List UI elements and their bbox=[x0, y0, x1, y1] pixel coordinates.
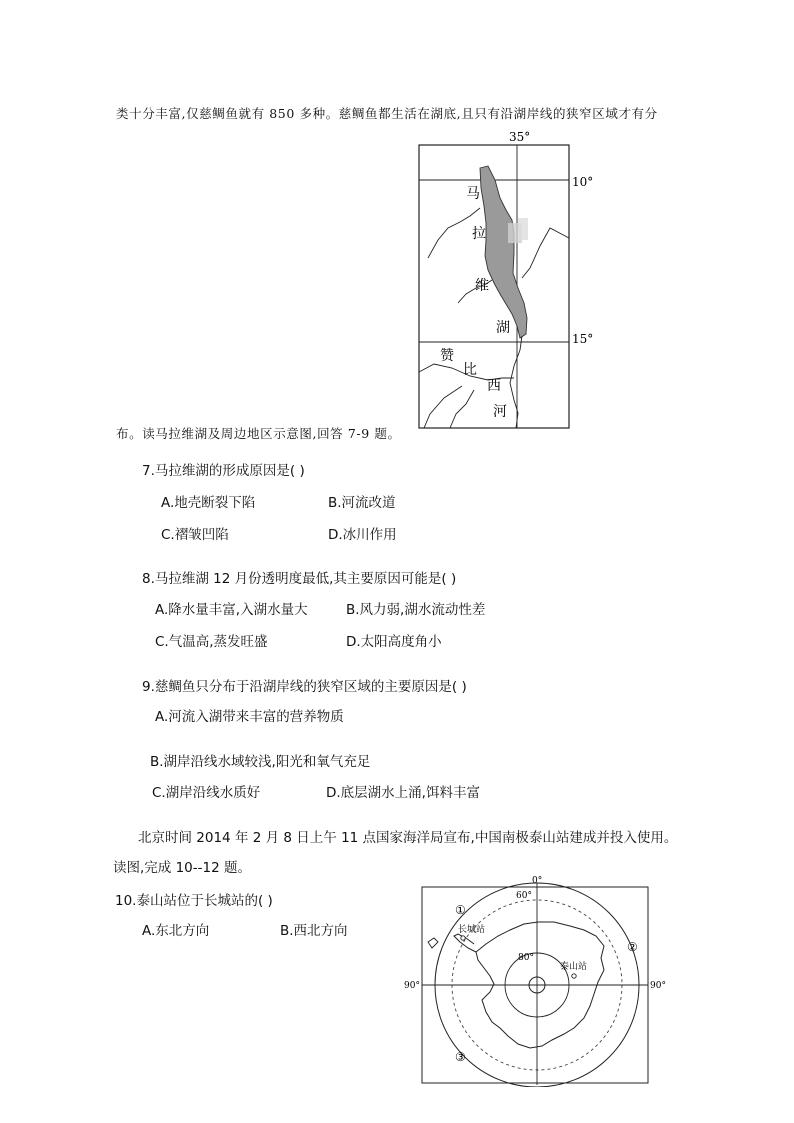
q9-option-d: D.底层湖水上涌,饵料丰富 bbox=[326, 785, 480, 801]
antarctica-map bbox=[398, 872, 673, 1087]
lon-label-0: 0° bbox=[532, 876, 543, 886]
zone-label-3: ③ bbox=[455, 1050, 466, 1064]
q10-stem: 10.泰山站位于长城站的( ) bbox=[115, 893, 273, 909]
lat-label-15: 15° bbox=[572, 332, 594, 346]
context-line-2: 读图,完成 10--12 题。 bbox=[113, 860, 251, 876]
q9-option-a: A.河流入湖带来丰富的营养物质 bbox=[155, 709, 344, 725]
q8-option-a: A.降水量丰富,入湖水量大 bbox=[155, 602, 308, 618]
q10-option-b: B.西北方向 bbox=[280, 923, 348, 939]
q7-option-a: A.地壳断裂下陷 bbox=[161, 495, 256, 511]
context-line-1: 北京时间 2014 年 2 月 8 日上午 11 点国家海洋局宣布,中国南极泰山站建成并投入使用。 bbox=[138, 830, 678, 846]
intro-line-1: 类十分丰富,仅慈鲷鱼就有 850 多种。慈鲷鱼都生活在湖底,且只有沿湖岸线的狭窄区域才有分 bbox=[116, 106, 658, 121]
q10-option-a: A.东北方向 bbox=[142, 923, 210, 939]
river-char-1: 赞 bbox=[440, 348, 454, 364]
lake-char-2: 拉 bbox=[472, 226, 486, 242]
lon-label-90-left: 90° bbox=[404, 981, 420, 991]
river-char-3: 西 bbox=[487, 378, 501, 394]
q8-option-d: D.太阳高度角小 bbox=[346, 634, 442, 650]
q7-option-c: C.褶皱凹陷 bbox=[161, 527, 229, 543]
lake-char-4: 湖 bbox=[496, 320, 510, 336]
river-char-2: 比 bbox=[463, 362, 477, 378]
lat-label-10: 10° bbox=[572, 175, 594, 189]
q7-stem: 7.马拉维湖的形成原因是( ) bbox=[142, 463, 305, 479]
zone-label-2: ② bbox=[627, 940, 638, 954]
q9-option-b: B.湖岸沿线水域较浅,阳光和氧气充足 bbox=[150, 754, 371, 770]
changcheng-station-label: 长城站 bbox=[458, 925, 486, 935]
q7-option-b: B.河流改道 bbox=[328, 495, 396, 511]
river-char-4: 河 bbox=[493, 404, 507, 420]
q9-stem: 9.慈鲷鱼只分布于沿湖岸线的狭窄区域的主要原因是( ) bbox=[142, 679, 467, 695]
q9-option-c: C.湖岸沿线水质好 bbox=[152, 785, 261, 801]
lake-char-3: 维 bbox=[475, 278, 489, 294]
lat-label-80: 80° bbox=[518, 953, 534, 963]
intro-line-2: 布。读马拉维湖及周边地区示意图,回答 7-9 题。 bbox=[116, 426, 401, 441]
lat-label-60: 60° bbox=[516, 891, 532, 901]
q8-stem: 8.马拉维湖 12 月份透明度最低,其主要原因可能是( ) bbox=[142, 571, 457, 587]
taishan-station-marker bbox=[572, 974, 576, 978]
lon-label-90-right: 90° bbox=[650, 981, 666, 991]
changcheng-station-marker bbox=[461, 936, 465, 940]
taishan-station-label: 泰山站 bbox=[560, 962, 588, 972]
q8-option-c: C.气温高,蒸发旺盛 bbox=[155, 634, 268, 650]
zone-label-1: ① bbox=[455, 903, 466, 917]
q8-option-b: B.风力弱,湖水流动性差 bbox=[346, 602, 486, 618]
lake-char-1: 马 bbox=[466, 186, 480, 202]
lon-label-35: 35° bbox=[509, 130, 531, 144]
q7-option-d: D.冰川作用 bbox=[328, 527, 397, 543]
malawi-lake-map bbox=[400, 128, 600, 430]
